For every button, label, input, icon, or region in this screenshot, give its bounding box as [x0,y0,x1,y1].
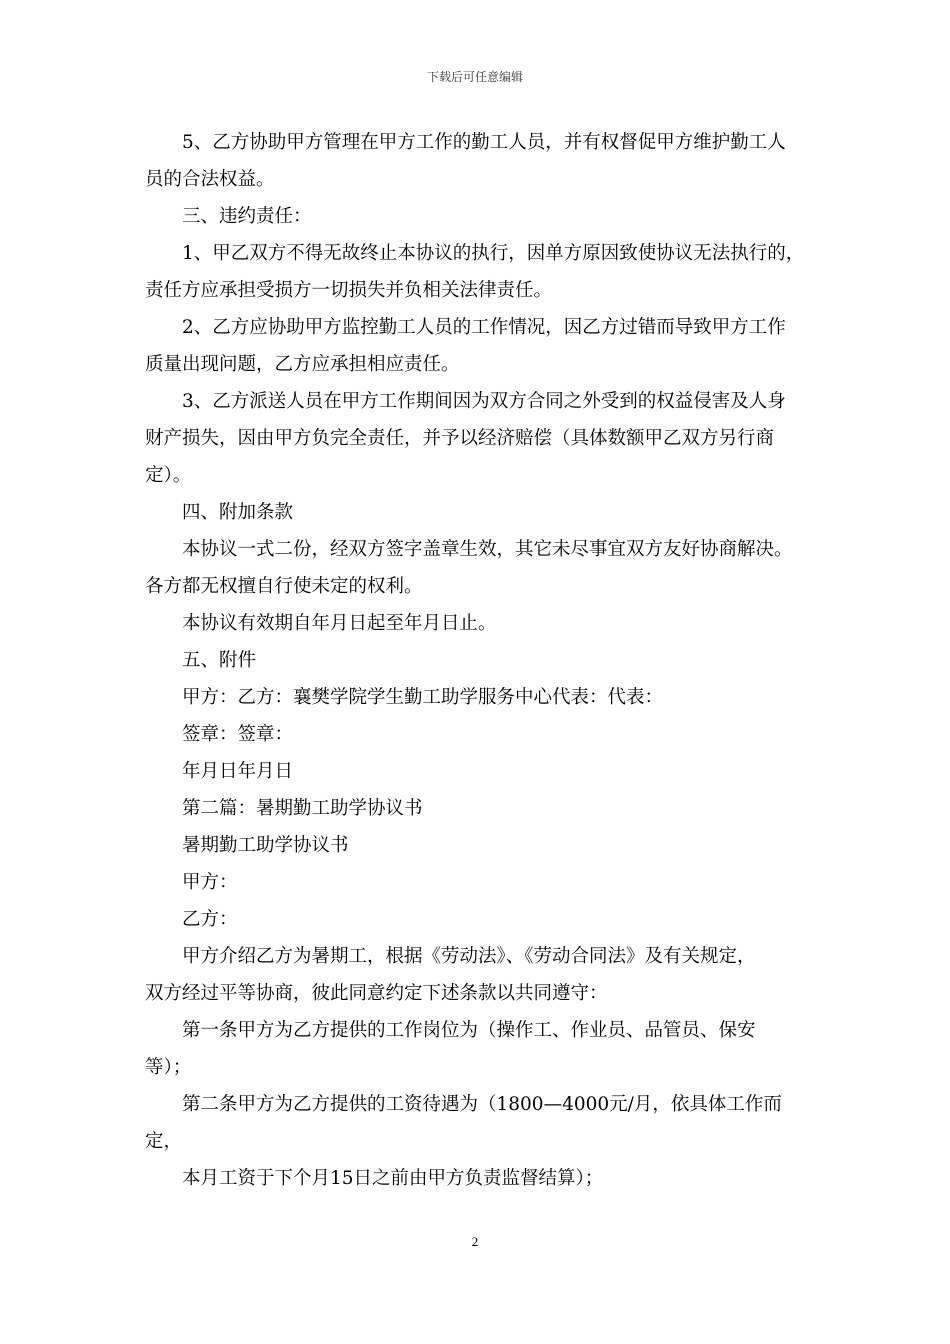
text-line: 各方都无权擅自行使未定的权利。 [145,576,423,597]
text-line: 三、违约责任： [182,206,312,227]
text-line: 2、乙方应协助甲方监控勤工人员的工作情况，因乙方过错而导致甲方工作 [182,317,786,338]
text-line: 甲方：乙方：襄樊学院学生勤工助学服务中心代表：代表： [182,687,664,708]
text-line: 本协议一式二份，经双方签字盖章生效，其它未尽事宜双方友好协商解决。 [182,539,793,560]
text-line: 定）。 [145,465,192,486]
text-line: 年月日年月日 [182,761,294,782]
text-line: 乙方： [182,909,238,930]
document-body [145,124,815,1197]
page-header: 下载后可任意编辑 [426,70,523,84]
text-line: 甲方： [182,872,238,893]
text-line: 暑期勤工助学协议书 [182,835,349,856]
text-line: 5、乙方协助甲方管理在甲方工作的勤工人员，并有权督促甲方维护勤工人 [182,132,786,153]
text-line: 等）； [145,1057,192,1078]
text-line: 定， [145,1131,183,1152]
text-line: 四、附加条款 [182,502,294,523]
text-line: 质量出现问题，乙方应承担相应责任。 [145,354,460,375]
text-line: 员的合法权益。 [145,169,275,190]
text-line: 签章：签章： [182,724,294,745]
text-line: 本协议有效期自年月日起至年月日止。 [182,613,497,634]
text-line: 五、附件 [182,650,257,671]
text-line: 责任方应承担受损方一切损失并负相关法律责任。 [145,280,553,301]
text-line: 第一条甲方为乙方提供的工作岗位为（操作工、作业员、品管员、保安 [182,1020,756,1041]
text-line: 第二篇：暑期勤工助学协议书 [182,798,423,819]
text-line: 双方经过平等协商，彼此同意约定下述条款以共同遵守： [145,983,608,1004]
text-line: 本月工资于下个月15日之前由甲方负责监督结算）； [182,1168,604,1189]
text-line: 第二条甲方为乙方提供的工资待遇为（1800—4000元/月，依具体工作而 [182,1094,782,1115]
text-line: 财产损失，因由甲方负完全责任，并予以经济赔偿（具体数额甲乙双方另行商 [145,428,775,449]
text-line: 甲方介绍乙方为暑期工，根据《劳动法》、《劳动合同法》及有关规定， [182,946,756,967]
page-number: 2 [471,1234,479,1249]
text-line: 3、乙方派送人员在甲方工作期间因为双方合同之外受到的权益侵害及人身 [182,391,786,412]
text-line: 1、甲乙双方不得无故终止本协议的执行，因单方原因致使协议无法执行的， [182,243,805,264]
